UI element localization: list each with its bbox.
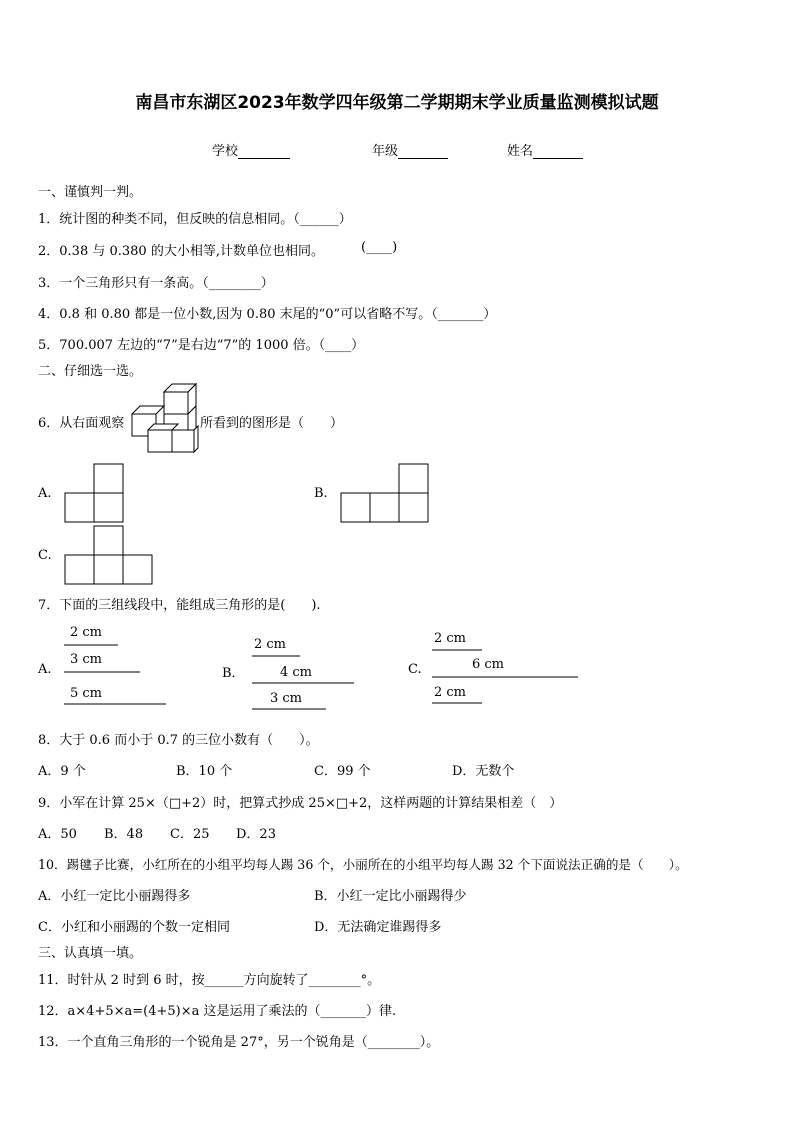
question-3: 3．一个三角形只有一条高。（________） [38, 276, 274, 291]
q6-option-c-figure [64, 525, 154, 585]
q9-option-a[interactable]: A．50 [38, 827, 77, 842]
question-13: 13．一个直角三角形的一个锐角是 27°，另一个锐角是（________）。 [38, 1035, 440, 1050]
question-5: 5．700.007 左边的“7”是右边“7”的 1000 倍。（____） [38, 338, 365, 353]
q8-option-a[interactable]: A．9 个 [38, 764, 86, 779]
q6-option-b-label[interactable]: B. [314, 486, 328, 501]
question-10: 10．踢毽子比赛，小红所在的小组平均每人踢 36 个，小丽所在的小组平均每人踢 32 个下面说法正确的是（ ）。 [38, 857, 688, 872]
q6-option-a-figure [64, 463, 124, 523]
cube-top [148, 424, 178, 430]
q7-option-a-segments [62, 622, 172, 712]
question-8: 8．大于 0.6 而小于 0.7 的三位小数有（ ）。 [38, 733, 319, 748]
cube-face [148, 430, 172, 452]
name-label: 姓名 [507, 144, 534, 159]
question-2-blank: (____) [361, 240, 398, 255]
school-field [212, 140, 290, 159]
q10-option-c[interactable]: C．小红和小丽踢的个数一定相同 [38, 920, 230, 935]
segment-label: 3 cm [70, 652, 103, 667]
question-4: 4．0.8 和 0.80 都是一位小数,因为 0.80 末尾的“0”可以省略不写。（_______） [38, 307, 497, 322]
q8-option-d[interactable]: D．无数个 [452, 764, 515, 779]
q8-option-c[interactable]: C．99 个 [314, 764, 371, 779]
page-title: 南昌市东湖区2023年数学四年级第二学期期末学业质量监测模拟试题 [135, 93, 659, 113]
q8-option-b[interactable]: B．10 个 [176, 764, 233, 779]
q10-option-b[interactable]: B．小红一定比小丽踢得少 [314, 889, 467, 904]
q7-option-b-segments [250, 632, 360, 712]
question-12: 12．a×4+5×a=(4+5)×a 这是运用了乘法的（_______）律. [38, 1004, 397, 1019]
school-blank[interactable] [238, 144, 290, 159]
segment-label: 2 cm [254, 637, 287, 652]
q7-option-c-segments [432, 626, 582, 710]
segment-label: 4 cm [280, 665, 313, 680]
q7-option-a-label[interactable]: A. [38, 662, 52, 677]
cube-face [164, 392, 188, 414]
question-2: 2．0.38 与 0.380 的大小相等,计数单位也相同。 [38, 244, 324, 259]
segment-label: 6 cm [472, 657, 505, 672]
q6-option-a-label[interactable]: A. [38, 486, 52, 501]
section-2-heading: 二、仔细选一选。 [38, 364, 143, 379]
cube-top [132, 406, 164, 414]
cube-stack-figure [128, 380, 198, 456]
cube-side [194, 426, 198, 452]
q7-option-c-label[interactable]: C. [408, 662, 422, 677]
section-1-heading: 一、谨慎判一判。 [38, 185, 143, 200]
q9-option-d[interactable]: D．23 [236, 827, 276, 842]
segment-label: 2 cm [70, 625, 103, 640]
question-7: 7．下面的三组线段中，能组成三角形的是( ). [38, 598, 321, 613]
question-1: 1．统计图的种类不同，但反映的信息相同。（______） [38, 212, 352, 227]
grade-label: 年级 [372, 144, 399, 159]
q6-option-b-figure [340, 463, 430, 523]
grade-field [372, 140, 448, 159]
q7-option-b-label[interactable]: B． [222, 666, 245, 681]
segment-label: 2 cm [434, 631, 467, 646]
question-6-suffix: 所看到的图形是（ ） [200, 416, 344, 431]
question-11: 11．时针从 2 时到 6 时，按______方向旋转了________°。 [38, 973, 381, 988]
cube-face [172, 430, 194, 452]
question-9: 9．小军在计算 25×（□+2）时，把算式抄成 25×□+2，这样两题的计算结果相差（ ） [38, 796, 563, 811]
segment-label: 2 cm [434, 685, 467, 700]
grade-blank[interactable] [398, 144, 448, 159]
q9-option-b[interactable]: B．48 [104, 827, 144, 842]
name-blank[interactable] [533, 144, 583, 159]
q10-option-d[interactable]: D．无法确定谁踢得多 [314, 920, 442, 935]
q10-option-a[interactable]: A．小红一定比小丽踢得多 [38, 889, 191, 904]
segment-label: 3 cm [270, 691, 303, 706]
school-label: 学校 [212, 144, 239, 159]
q9-option-c[interactable]: C．25 [170, 827, 210, 842]
name-field [507, 140, 583, 159]
question-6-prefix: 6．从右面观察 [38, 416, 125, 431]
section-3-heading: 三、认真填一填。 [38, 946, 143, 961]
q6-option-c-label[interactable]: C. [38, 548, 52, 563]
segment-label: 5 cm [70, 686, 103, 701]
